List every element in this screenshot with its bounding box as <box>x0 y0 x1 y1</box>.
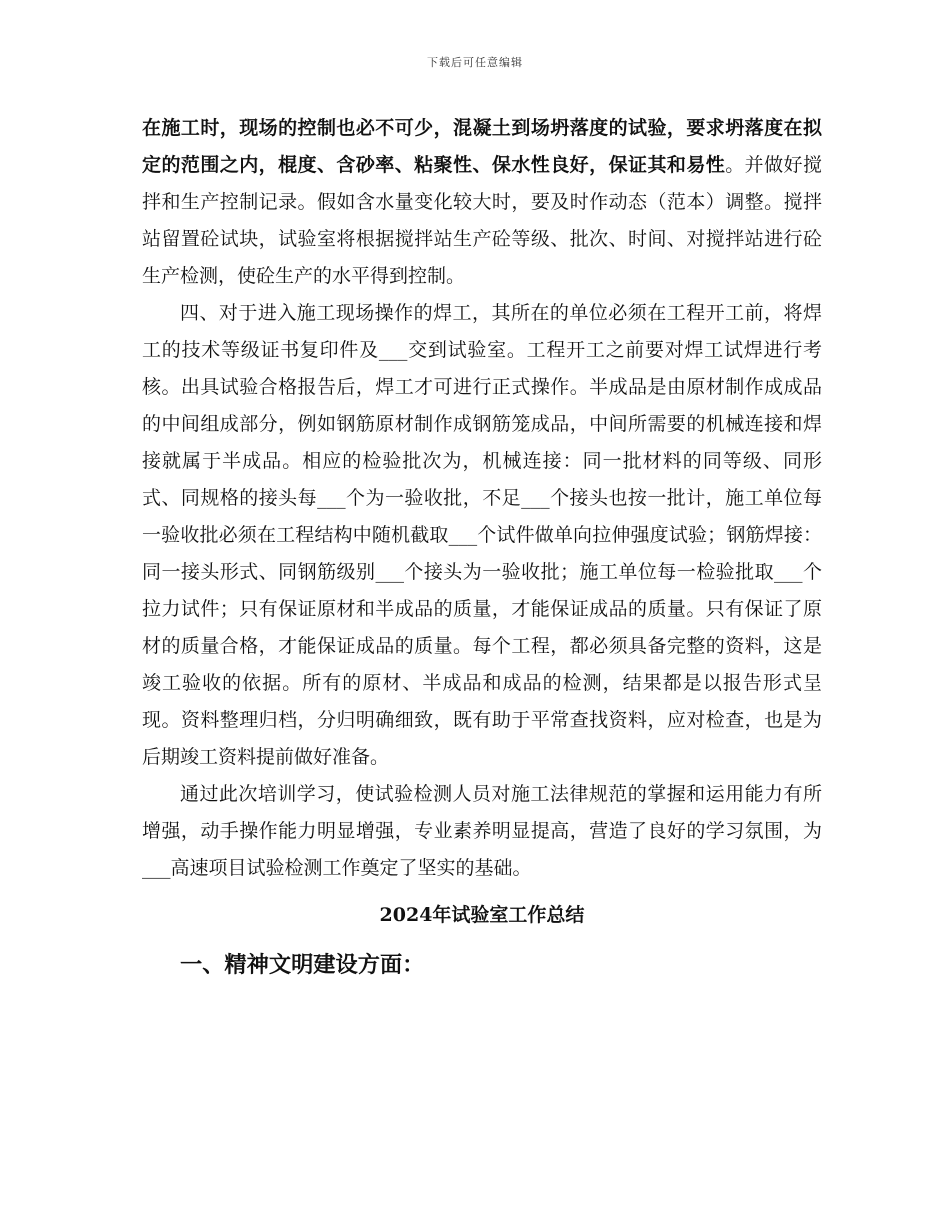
paragraph-2: 四、对于进入施工现场操作的焊工，其所在的单位必须在工程开工前，将焊工的技术等级证书复印件及___交到试验室。工程开工之前要对焊工试焊进行考核。出具试验合格报告后，焊工才可进行正式操作。半成品是由原材制作成成品的中间组成部分，例如钢筋原材制作成钢筋笼成品，中间所需要的机械连接和焊接就属于半成品。相应的检验批次为，机械连接：同一批材料的同等级、同形式、同规格的接头每___个为一验收批，不足___个接头也按一批计，施工单位每一验收批必须在工程结构中随机截取___个试件做单向拉伸强度试验；钢筋焊接：同一接头形式、同钢筋级别___个接头为一验收批；施工单位每一检验批取___个拉力试件；只有保证原材和半成品的质量，才能保证成品的质量。只有保证了原材的质量合格，才能保证成品的质量。每个工程，都必须具备完整的资料，这是竣工验收的依据。所有的原材、半成品和成品的检测，结果都是以报告形式呈现。资料整理归档，分归明确细致，既有助于平常查找资料，应对检查，也是为后期竣工资料提前做好准备。 <box>142 302 822 768</box>
document-body <box>142 110 822 985</box>
document-title: 2024年试验室工作总结 <box>379 904 585 926</box>
paragraph-1-text: 。并做好搅拌和生产控制记录。假如含水量变化较大时，要及时作动态（范本）调整。搅拌站留置砼试块，试验室将根据搅拌站生产砼等级、批次、时间、对搅拌站进行砼生产检测，使砼生产的水平得到控制。 <box>142 154 822 287</box>
paragraph-1-bold-text: 在施工时，现场的控制也必不可少，混凝土到场坍落度的试验，要求坍落度在拟定的范围之内，棍度、含砂率、粘聚性、保水性良好，保证其和易性 <box>142 117 822 176</box>
paragraph-1 <box>142 110 822 295</box>
paragraph-3: 通过此次培训学习，使试验检测人员对施工法律规范的掌握和运用能力有所增强，动手操作能力明显增强，专业素养明显提高，营造了良好的学习氛围，为___高速项目试验检测工作奠定了坚实的基础。 <box>142 783 822 879</box>
page-header: 下载后可任意编辑 <box>427 56 523 69</box>
section-heading-1: 一、精神文明建设方面： <box>180 952 425 978</box>
